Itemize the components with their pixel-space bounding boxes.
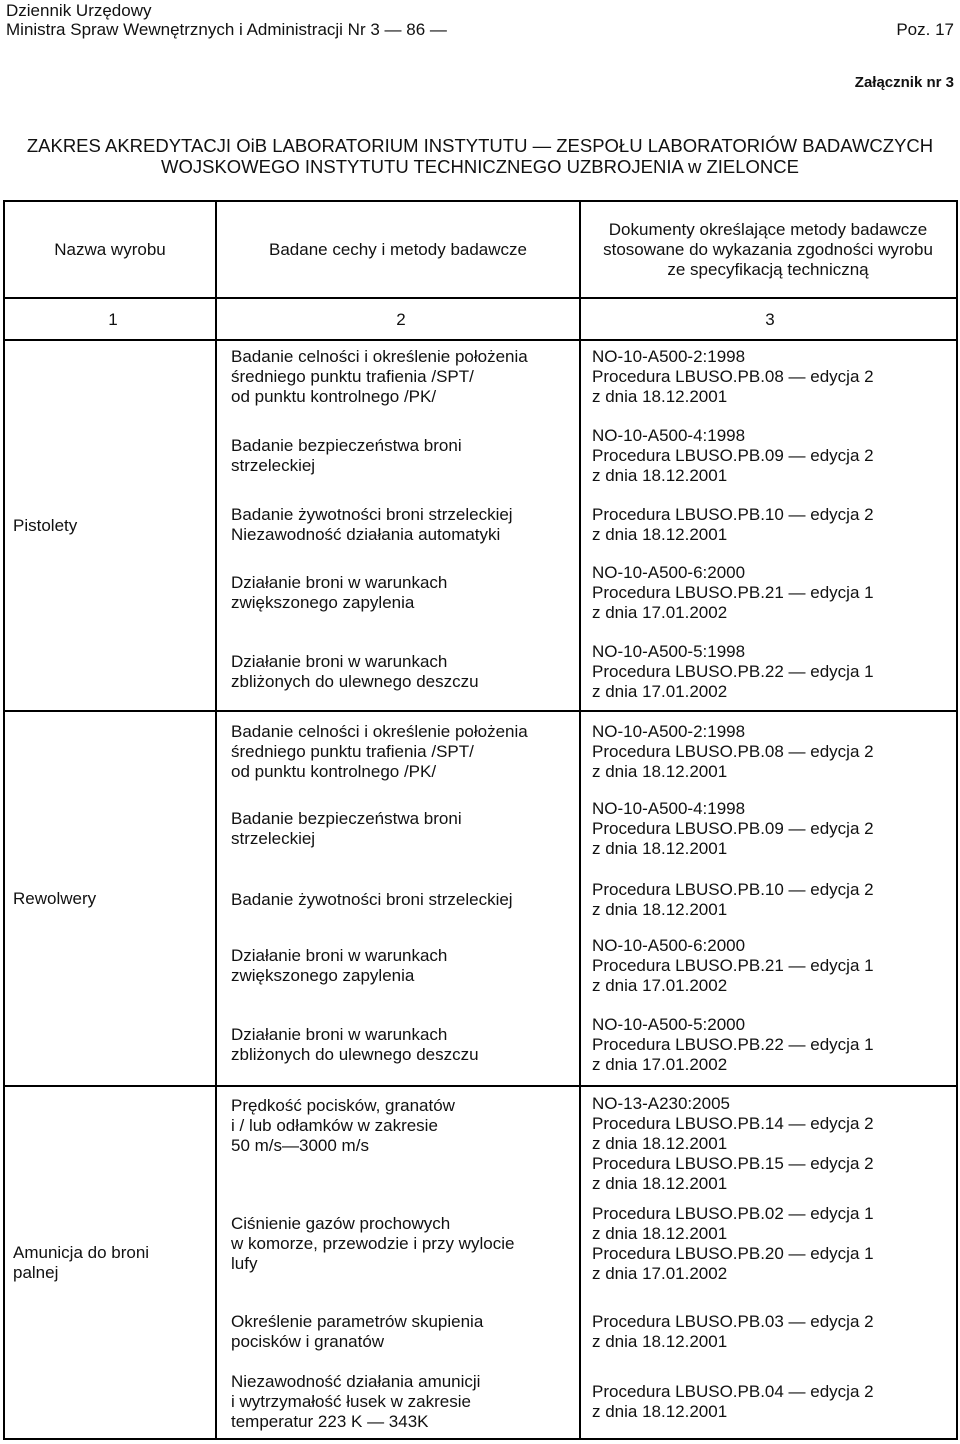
header-methods: Badane cechy i metody badawcze: [269, 239, 527, 259]
method-cell: [231, 347, 528, 407]
column-divider-2: [579, 200, 581, 1440]
document-line: z dnia 18.12.2001: [592, 1402, 728, 1421]
method-line: strzeleckiej: [231, 829, 316, 848]
documents-cell: [592, 1312, 874, 1352]
method-line: 50 m/s—3000 m/s: [231, 1136, 369, 1155]
documents-cell: [592, 799, 874, 859]
document-line: z dnia 17.01.2002: [592, 976, 728, 995]
method-line: Badanie celności i określenie położenia: [231, 347, 528, 366]
method-line: pocisków i granatów: [231, 1332, 385, 1351]
product-name: Pistolety: [13, 515, 78, 535]
document-line: z dnia 18.12.2001: [592, 387, 728, 406]
document-line: Procedura LBUSO.PB.10 — edycja 2: [592, 505, 874, 524]
document-line: Procedura LBUSO.PB.09 — edycja 2: [592, 819, 874, 838]
journal-name: Dziennik Urzędowy: [6, 1, 152, 20]
method-line: w komorze, przewodzie i przy wylocie: [231, 1234, 515, 1253]
column-number-2: 2: [396, 310, 406, 329]
accreditation-table: [3, 200, 958, 1440]
method-line: i wytrzymałość łusek w zakresie: [231, 1392, 471, 1411]
method-line: Działanie broni w warunkach: [231, 652, 448, 671]
documents-cell: [592, 426, 874, 486]
header-product-name: Nazwa wyrobu: [54, 239, 166, 259]
document-line: Procedura LBUSO.PB.02 — edycja 1: [592, 1204, 874, 1223]
column-number-3: 3: [765, 310, 775, 329]
method-line: zwiększonego zapylenia: [231, 593, 415, 612]
document-line: z dnia 18.12.2001: [592, 1224, 728, 1243]
method-cell: [231, 652, 479, 692]
column-divider-1: [215, 200, 217, 1440]
document-line: NO-10-A500-6:2000: [592, 936, 746, 955]
title-line-1: ZAKRES AKREDYTACJI OiB LABORATORIUM INSTYTUTU — ZESPOŁU LABORATORIÓW BADAWCZYCH: [26, 135, 934, 156]
document-line: z dnia 18.12.2001: [592, 1134, 728, 1153]
method-line: temperatur 223 K — 343K: [231, 1412, 429, 1431]
method-line: od punktu kontrolnego /PK/: [231, 387, 437, 406]
method-cell: [231, 946, 447, 986]
document-line: Procedura LBUSO.PB.10 — edycja 2: [592, 880, 874, 899]
method-line: Badanie celności i określenie położenia: [231, 722, 528, 741]
document-line: z dnia 18.12.2001: [592, 900, 728, 919]
method-cell: [231, 505, 513, 545]
method-cell: [231, 1096, 455, 1156]
method-line: Badanie bezpieczeństwa broni: [231, 436, 462, 455]
document-line: Procedura LBUSO.PB.03 — edycja 2: [592, 1312, 874, 1331]
method-cell: [231, 573, 447, 613]
document-line: Procedura LBUSO.PB.14 — edycja 2: [592, 1114, 874, 1133]
document-line: z dnia 18.12.2001: [592, 1174, 728, 1193]
method-line: strzeleckiej: [231, 456, 316, 475]
method-line: Określenie parametrów skupienia: [231, 1312, 484, 1331]
documents-cell: [592, 1204, 874, 1284]
method-line: Badanie bezpieczeństwa broni: [231, 809, 462, 828]
document-line: z dnia 18.12.2001: [592, 525, 728, 544]
page-header: [6, 1, 447, 39]
documents-cell: [592, 563, 874, 623]
documents-cell: [592, 1015, 874, 1075]
method-line: Niezawodność działania automatyki: [231, 525, 501, 544]
method-line: średniego punktu trafienia /SPT/: [231, 742, 474, 761]
documents-cell: [592, 1094, 874, 1194]
method-cell: [231, 436, 462, 476]
document-title: [0, 135, 960, 177]
document-line: Procedura LBUSO.PB.21 — edycja 1: [592, 583, 874, 602]
documents-cell: [592, 642, 874, 702]
document-line: Procedura LBUSO.PB.09 — edycja 2: [592, 446, 874, 465]
document-line: Procedura LBUSO.PB.22 — edycja 1: [592, 1035, 874, 1054]
document-line: Procedura LBUSO.PB.22 — edycja 1: [592, 662, 874, 681]
method-line: od punktu kontrolnego /PK/: [231, 762, 437, 781]
documents-cell: [592, 936, 874, 996]
title-line-2: WOJSKOWEGO INSTYTUTU TECHNICZNEGO UZBROJENIA w ZIELONCE: [161, 156, 799, 177]
document-line: z dnia 17.01.2002: [592, 1055, 728, 1074]
document-line: Procedura LBUSO.PB.08 — edycja 2: [592, 367, 874, 386]
method-line: Działanie broni w warunkach: [231, 946, 448, 965]
method-cell: [231, 1025, 479, 1065]
method-line: zwiększonego zapylenia: [231, 966, 415, 985]
method-line: zbliżonych do ulewnego deszczu: [231, 672, 479, 691]
documents-cell: [592, 722, 874, 782]
header-documents: Dokumenty określające metody badawcze stosowane do wykazania zgodności wyrobu ze specyfikacją techniczną: [603, 219, 933, 279]
document-line: z dnia 17.01.2002: [592, 682, 728, 701]
method-line: średniego punktu trafienia /SPT/: [231, 367, 474, 386]
table-border-bottom: [3, 1438, 958, 1440]
document-line: Procedura LBUSO.PB.04 — edycja 2: [592, 1382, 874, 1401]
document-line: NO-10-A500-5:2000: [592, 1015, 746, 1034]
annex-label: Załącznik nr 3: [854, 74, 954, 91]
header-divider: [3, 297, 958, 299]
document-line: NO-10-A500-2:1998: [592, 722, 746, 741]
document-line: z dnia 18.12.2001: [592, 1332, 728, 1351]
product-name: Rewolwery: [13, 888, 97, 908]
document-line: Procedura LBUSO.PB.21 — edycja 1: [592, 956, 874, 975]
method-cell: [231, 1312, 483, 1352]
method-line: Działanie broni w warunkach: [231, 573, 448, 592]
column-number-1: 1: [108, 310, 118, 329]
method-cell: [231, 722, 528, 782]
product-name: Amunicja do broni palnej: [13, 1242, 150, 1282]
document-line: z dnia 17.01.2002: [592, 603, 728, 622]
document-line: NO-10-A500-5:1998: [592, 642, 746, 661]
document-line: Procedura LBUSO.PB.20 — edycja 1: [592, 1244, 874, 1263]
document-line: NO-10-A500-2:1998: [592, 347, 746, 366]
documents-cell: [592, 880, 874, 920]
document-line: Procedura LBUSO.PB.08 — edycja 2: [592, 742, 874, 761]
method-line: Działanie broni w warunkach: [231, 1025, 448, 1044]
method-line: Prędkość pocisków, granatów: [231, 1096, 455, 1115]
method-line: Badanie żywotności broni strzeleckiej: [231, 890, 513, 909]
document-line: NO-10-A500-4:1998: [592, 799, 746, 818]
document-line: NO-13-A230:2005: [592, 1094, 730, 1113]
method-line: zbliżonych do ulewnego deszczu: [231, 1045, 479, 1064]
documents-cell: [592, 505, 874, 545]
method-line: i / lub odłamków w zakresie: [231, 1116, 438, 1135]
method-line: Niezawodność działania amunicji: [231, 1372, 481, 1391]
method-line: Ciśnienie gazów prochowych: [231, 1214, 451, 1233]
documents-cell: [592, 1382, 874, 1422]
document-line: NO-10-A500-6:2000: [592, 563, 746, 582]
ministry-line: Ministra Spraw Wewnętrznych i Administracji Nr 3 — 86 —: [6, 20, 447, 39]
method-line: lufy: [231, 1254, 258, 1273]
method-cell: [231, 890, 513, 910]
method-cell: [231, 1214, 514, 1274]
method-cell: [231, 809, 462, 849]
document-line: z dnia 18.12.2001: [592, 466, 728, 485]
document-line: NO-10-A500-4:1998: [592, 426, 746, 445]
method-cell: [231, 1372, 480, 1432]
method-line: Badanie żywotności broni strzeleckiej: [231, 505, 513, 524]
document-line: z dnia 18.12.2001: [592, 762, 728, 781]
documents-cell: [592, 347, 874, 407]
document-line: z dnia 17.01.2002: [592, 1264, 728, 1283]
table-border-right: [956, 200, 958, 1440]
position-number: Poz. 17: [896, 20, 954, 39]
document-line: z dnia 18.12.2001: [592, 839, 728, 858]
document-line: Procedura LBUSO.PB.15 — edycja 2: [592, 1154, 874, 1173]
